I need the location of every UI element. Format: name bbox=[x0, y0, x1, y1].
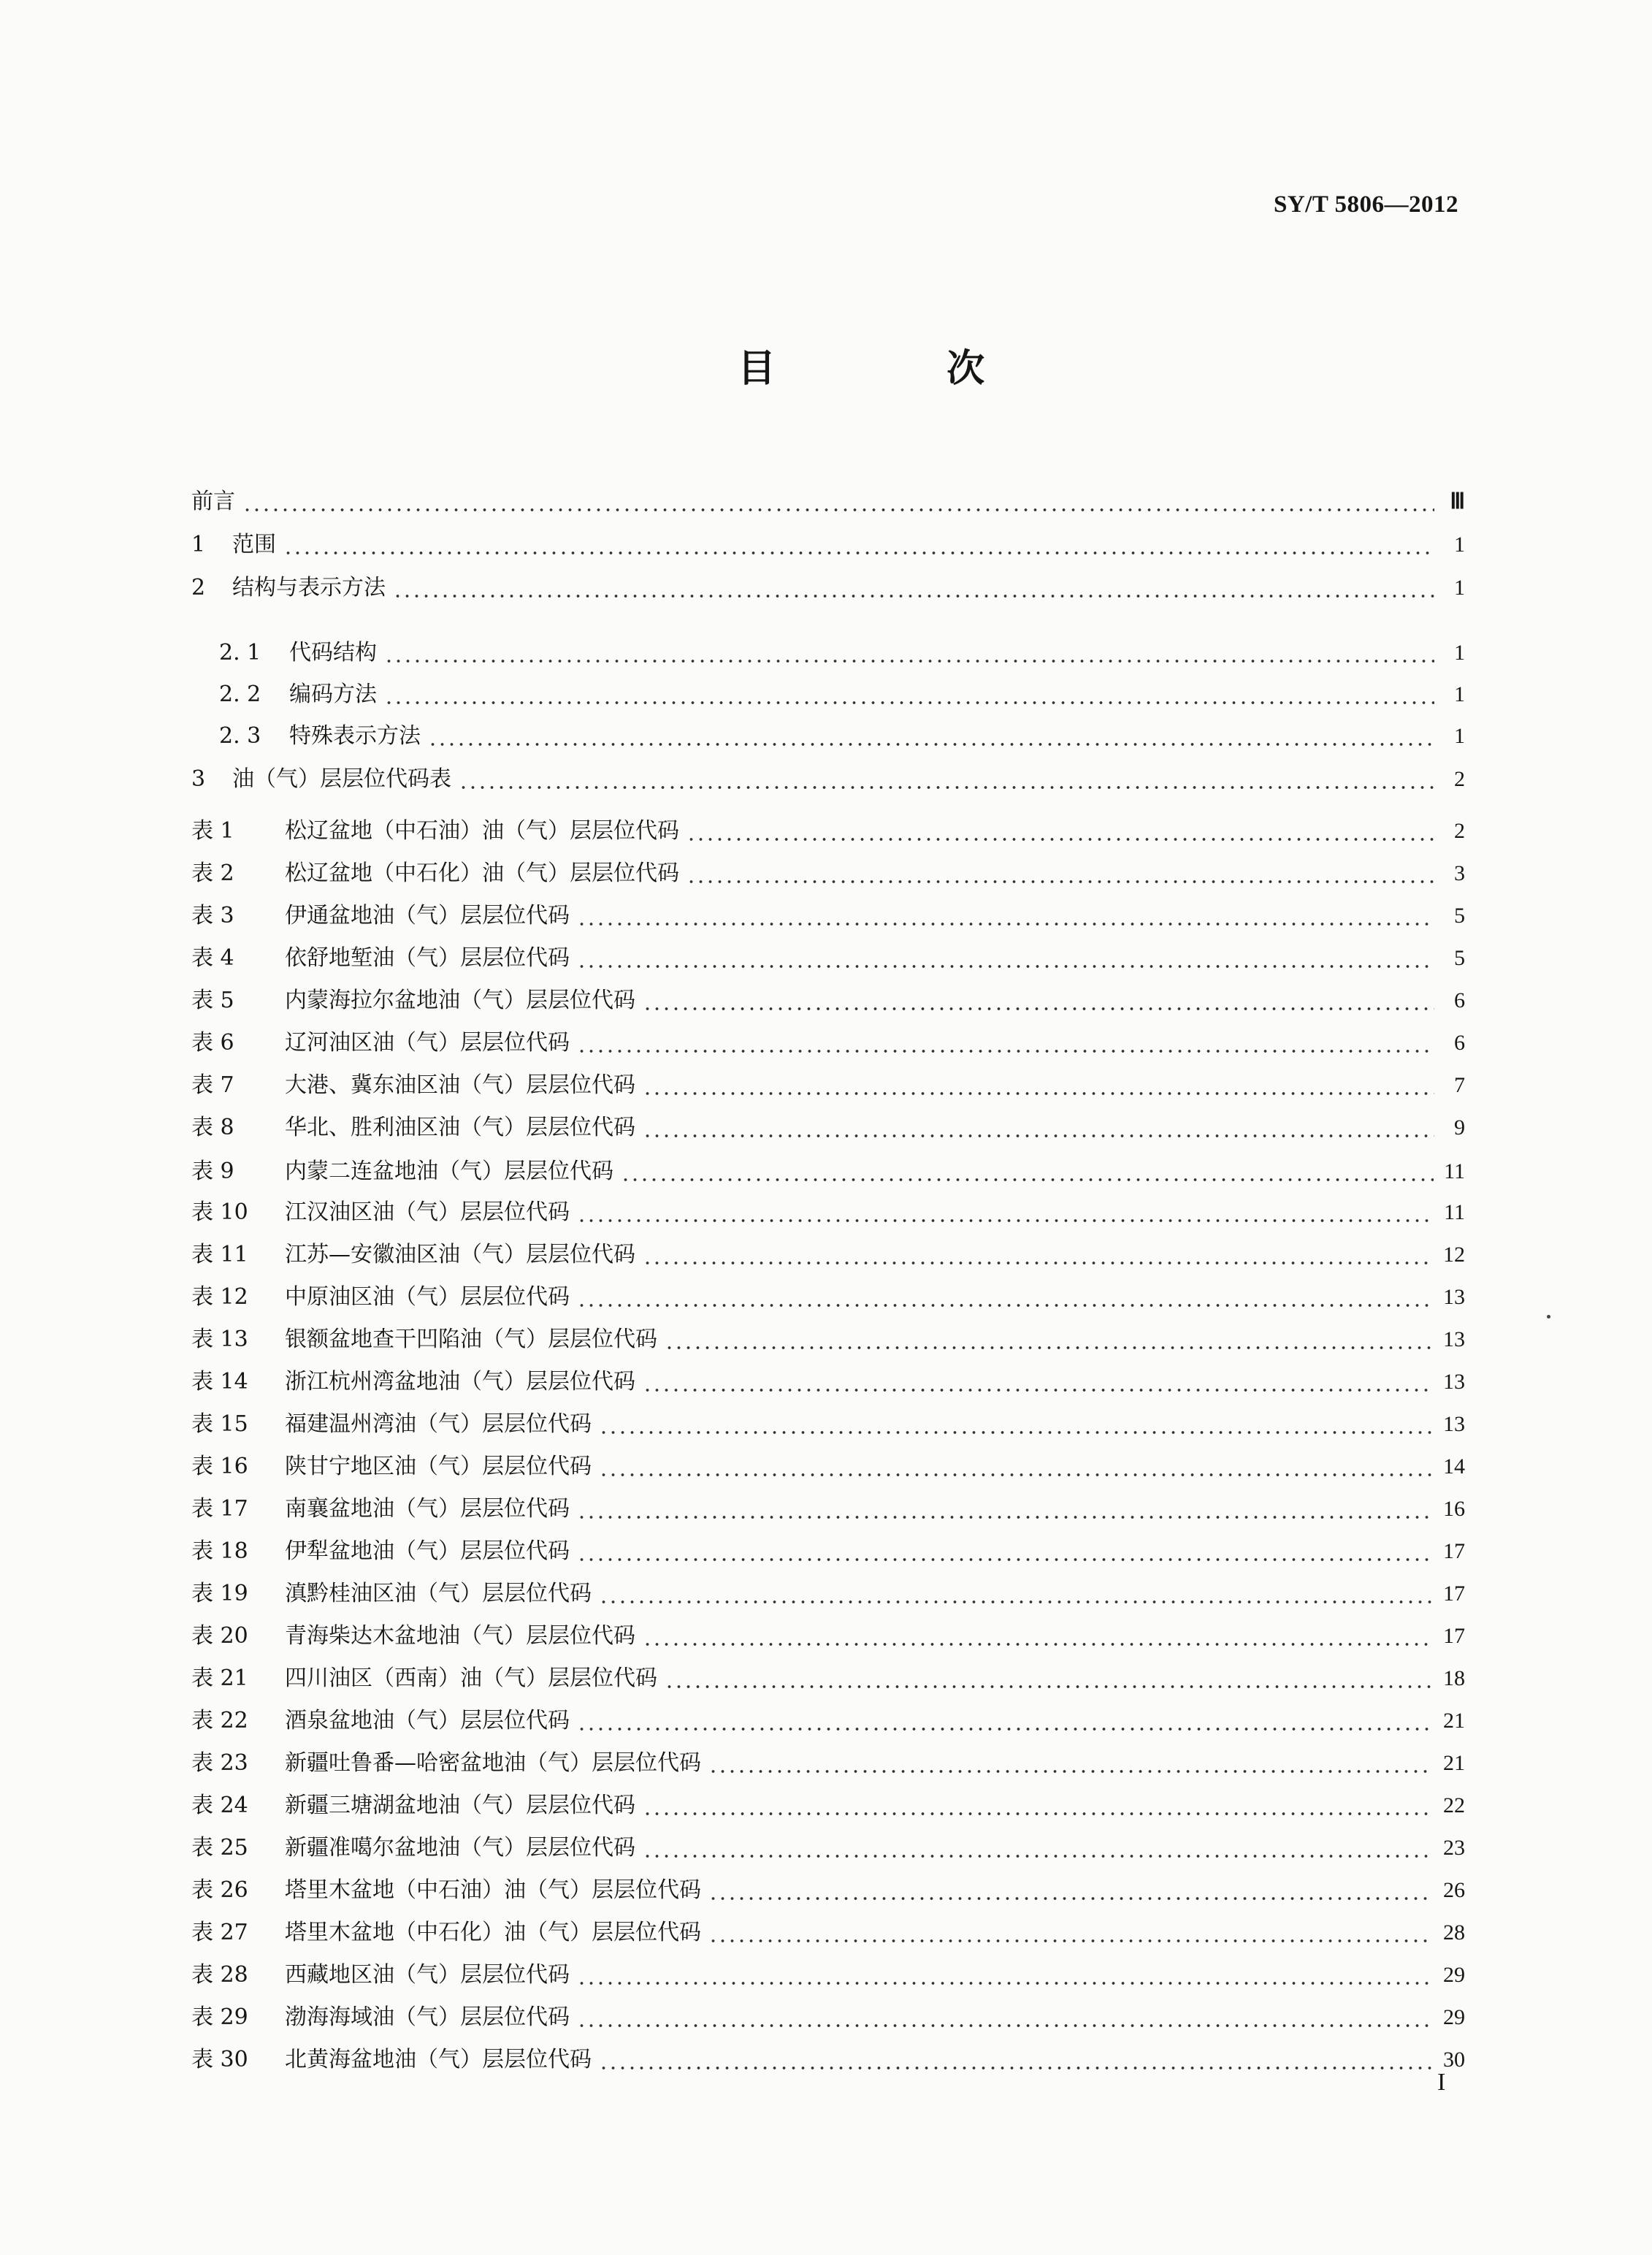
toc-entry-page: 1 bbox=[1454, 533, 1465, 557]
toc-entry-number: 表 24 bbox=[191, 1793, 248, 1818]
toc-entry-number: 表 22 bbox=[191, 1708, 248, 1733]
toc-entry-page: 21 bbox=[1443, 1709, 1465, 1733]
toc-entry bbox=[191, 569, 1465, 604]
dot-leader bbox=[428, 728, 1434, 748]
toc-entry-number: 表 17 bbox=[191, 1496, 248, 1522]
toc-entry-number: 2. 1 bbox=[219, 640, 261, 665]
toc-entry-number: 表 19 bbox=[191, 1581, 248, 1606]
toc-entry-page: Ⅲ bbox=[1450, 489, 1465, 514]
toc-entry bbox=[191, 1914, 1465, 1949]
dot-leader bbox=[384, 644, 1434, 665]
toc-entry bbox=[191, 1024, 1465, 1059]
toc-entry-page: 13 bbox=[1443, 1327, 1465, 1351]
toc-entry bbox=[191, 1744, 1465, 1779]
dot-leader bbox=[242, 493, 1434, 514]
toc-entry-title: 江苏—安徽油区油（气）层层位代码 bbox=[285, 1242, 635, 1267]
toc-entry-page: 2 bbox=[1454, 767, 1465, 791]
toc-entry-number: 表 26 bbox=[191, 1877, 248, 1903]
toc-entry-number: 表 20 bbox=[191, 1623, 248, 1649]
toc-entry-title: 四川油区（西南）油（气）层层位代码 bbox=[285, 1666, 657, 1691]
dot-leader bbox=[577, 1034, 1434, 1055]
toc-entry-page: 3 bbox=[1454, 861, 1465, 885]
dot-leader bbox=[621, 1163, 1434, 1183]
toc-entry-number: 表 1 bbox=[191, 818, 234, 844]
toc-entry-page: 5 bbox=[1454, 904, 1465, 928]
dot-leader bbox=[577, 2009, 1433, 2029]
toc-entry-title: 松辽盆地（中石油）油（气）层层位代码 bbox=[285, 818, 679, 844]
toc-entry bbox=[191, 1871, 1465, 1907]
toc-entry-page: 14 bbox=[1443, 1454, 1465, 1478]
dot-leader bbox=[283, 536, 1434, 557]
toc-entry bbox=[191, 1787, 1465, 1822]
toc-entry bbox=[191, 1702, 1465, 1737]
toc-entry-title: 结构与表示方法 bbox=[232, 575, 386, 600]
toc-entry-page: 16 bbox=[1443, 1497, 1465, 1521]
dot-leader bbox=[599, 1458, 1433, 1478]
dot-leader bbox=[687, 865, 1434, 885]
toc-entry bbox=[191, 1236, 1465, 1271]
toc-entry-page: 2 bbox=[1454, 819, 1465, 843]
toc-entry bbox=[191, 2041, 1465, 2076]
toc-entry-title: 范围 bbox=[232, 532, 276, 557]
toc-entry-title: 华北、胜利油区油（气）层层位代码 bbox=[285, 1115, 635, 1140]
dot-leader bbox=[708, 1924, 1433, 1945]
toc-entry-number: 表 16 bbox=[191, 1454, 248, 1479]
toc-entry-number: 表 30 bbox=[191, 2047, 248, 2072]
toc-entry-page: 6 bbox=[1454, 1031, 1465, 1055]
dot-leader bbox=[643, 1119, 1434, 1140]
toc-entry-page: 1 bbox=[1454, 724, 1465, 748]
toc-entry-number: 表 10 bbox=[191, 1199, 248, 1225]
toc-entry-number: 表 8 bbox=[191, 1115, 234, 1140]
toc-entry-number: 表 13 bbox=[191, 1327, 248, 1352]
toc-entry-number: 1 bbox=[191, 532, 206, 557]
toc-entry-number: 表 12 bbox=[191, 1284, 248, 1310]
toc-entry bbox=[191, 1109, 1465, 1144]
toc-entry-number: 表 23 bbox=[191, 1750, 248, 1776]
toc-entry-number: 表 2 bbox=[191, 861, 234, 886]
toc-entry bbox=[191, 1448, 1465, 1483]
toc-entry bbox=[191, 760, 1465, 795]
toc-entry-page: 1 bbox=[1454, 576, 1465, 600]
toc-entry-number: 3 bbox=[191, 766, 206, 792]
toc-entry-number: 表 27 bbox=[191, 1920, 248, 1945]
toc-entry bbox=[191, 1999, 1465, 2034]
dot-leader bbox=[459, 771, 1434, 791]
dot-leader bbox=[643, 1373, 1433, 1394]
dot-leader bbox=[643, 1839, 1433, 1860]
toc-entry-title: 伊犁盆地油（气）层层位代码 bbox=[285, 1538, 570, 1564]
scan-speck bbox=[1547, 1315, 1550, 1319]
toc-entry-title: 塔里木盆地（中石油）油（气）层层位代码 bbox=[285, 1877, 701, 1903]
toc-entry-title: 松辽盆地（中石化）油（气）层层位代码 bbox=[285, 861, 679, 886]
dot-leader bbox=[643, 1077, 1434, 1097]
toc-entry-number: 表 9 bbox=[191, 1159, 234, 1184]
toc-entry bbox=[219, 634, 1465, 669]
toc-entry bbox=[191, 1363, 1465, 1398]
toc-entry bbox=[191, 1829, 1465, 1864]
toc-entry-number: 2 bbox=[191, 575, 206, 600]
toc-entry-page: 1 bbox=[1454, 682, 1465, 706]
dot-leader bbox=[599, 2051, 1433, 2072]
toc-entry bbox=[191, 1067, 1465, 1102]
dot-leader bbox=[599, 1585, 1433, 1606]
toc-entry-page: 22 bbox=[1443, 1793, 1465, 1817]
standard-code: SY/T 5806—2012 bbox=[1273, 191, 1458, 218]
dot-leader bbox=[393, 579, 1434, 600]
toc-entry-page: 30 bbox=[1443, 2048, 1465, 2072]
toc-entry-page: 7 bbox=[1454, 1073, 1465, 1097]
toc-entry-number: 表 15 bbox=[191, 1411, 248, 1437]
toc-entry-page: 17 bbox=[1443, 1581, 1465, 1606]
toc-entry-title: 福建温州湾油（气）层层位代码 bbox=[285, 1411, 592, 1437]
toc-entry-number: 表 14 bbox=[191, 1369, 248, 1394]
toc-entry-page: 6 bbox=[1454, 988, 1465, 1012]
toc-entry bbox=[191, 1533, 1465, 1568]
toc-entry-page: 11 bbox=[1444, 1159, 1465, 1183]
dot-leader bbox=[665, 1331, 1433, 1351]
toc-entry-title: 代码结构 bbox=[289, 640, 377, 665]
toc-entry-title: 前言 bbox=[191, 489, 235, 514]
toc-entry-page: 13 bbox=[1443, 1370, 1465, 1394]
toc-entry bbox=[191, 1153, 1465, 1188]
toc-entry-page: 12 bbox=[1443, 1243, 1465, 1267]
dot-leader bbox=[577, 907, 1434, 928]
toc-entry-number: 表 6 bbox=[191, 1030, 234, 1056]
toc-entry-number: 表 3 bbox=[191, 903, 234, 928]
toc-entry-page: 17 bbox=[1443, 1539, 1465, 1563]
toc-entry-title: 酒泉盆地油（气）层层位代码 bbox=[285, 1708, 570, 1733]
toc-entry-title: 内蒙二连盆地油（气）层层位代码 bbox=[285, 1159, 613, 1184]
toc-entry bbox=[219, 676, 1465, 711]
toc-entry bbox=[191, 1956, 1465, 1991]
toc-entry-number: 表 29 bbox=[191, 2004, 248, 2030]
toc-entry-page: 17 bbox=[1443, 1624, 1465, 1648]
toc-entry bbox=[191, 1194, 1465, 1229]
toc-entry-title: 新疆吐鲁番—哈密盆地油（气）层层位代码 bbox=[285, 1750, 701, 1776]
toc-entry-number: 表 5 bbox=[191, 988, 234, 1013]
dot-leader bbox=[643, 1797, 1433, 1817]
toc-entry-title: 银额盆地查干凹陷油（气）层层位代码 bbox=[285, 1327, 657, 1352]
toc-entry-title: 油（气）层层位代码表 bbox=[232, 766, 451, 792]
toc-entry-title: 依舒地堑油（气）层层位代码 bbox=[285, 945, 570, 971]
toc-entry-title: 江汉油区油（气）层层位代码 bbox=[285, 1199, 570, 1225]
toc-entry-title: 浙江杭州湾盆地油（气）层层位代码 bbox=[285, 1369, 635, 1394]
toc-entry-page: 29 bbox=[1443, 2005, 1465, 2029]
dot-leader bbox=[643, 992, 1434, 1012]
toc-entry-page: 26 bbox=[1443, 1878, 1465, 1902]
toc-entry-title: 青海柴达木盆地油（气）层层位代码 bbox=[285, 1623, 635, 1649]
toc-entry-number: 表 25 bbox=[191, 1835, 248, 1861]
toc-entry bbox=[219, 717, 1465, 752]
toc-entry-title: 内蒙海拉尔盆地油（气）层层位代码 bbox=[285, 988, 635, 1013]
toc-entry-page: 5 bbox=[1454, 946, 1465, 970]
toc-entry-number: 表 21 bbox=[191, 1666, 248, 1691]
toc-entry-number: 表 4 bbox=[191, 945, 234, 971]
toc-entry-title: 渤海海域油（气）层层位代码 bbox=[285, 2004, 570, 2030]
dot-leader bbox=[384, 686, 1434, 706]
toc-entry-title: 伊通盆地油（气）层层位代码 bbox=[285, 903, 570, 928]
toc-entry-title: 新疆准噶尔盆地油（气）层层位代码 bbox=[285, 1835, 635, 1861]
toc-entry-number: 表 18 bbox=[191, 1538, 248, 1564]
page-number: I bbox=[1437, 2069, 1446, 2096]
dot-leader bbox=[665, 1670, 1433, 1690]
dot-leader bbox=[577, 1204, 1434, 1224]
dot-leader bbox=[577, 1966, 1433, 1987]
toc-entry-title: 大港、冀东油区油（气）层层位代码 bbox=[285, 1072, 635, 1098]
toc-entry bbox=[191, 483, 1465, 518]
toc-entry-title: 滇黔桂油区油（气）层层位代码 bbox=[285, 1581, 592, 1606]
toc-heading: 目 次 bbox=[738, 347, 1064, 391]
toc-entry-title: 北黄海盆地油（气）层层位代码 bbox=[285, 2047, 592, 2072]
toc-entry-title: 特殊表示方法 bbox=[289, 723, 421, 749]
toc-entry-number: 表 7 bbox=[191, 1072, 234, 1098]
toc-entry-page: 29 bbox=[1443, 1963, 1465, 1987]
toc-entry-page: 18 bbox=[1443, 1666, 1465, 1690]
dot-leader bbox=[577, 1712, 1433, 1733]
dot-leader bbox=[599, 1416, 1433, 1436]
toc-entry-page: 23 bbox=[1443, 1836, 1465, 1860]
dot-leader bbox=[708, 1882, 1433, 1902]
toc-entry bbox=[191, 812, 1465, 847]
toc-entry-page: 13 bbox=[1443, 1412, 1465, 1436]
toc-entry-page: 9 bbox=[1454, 1115, 1465, 1140]
toc-entry-title: 辽河油区油（气）层层位代码 bbox=[285, 1030, 570, 1056]
toc-entry-number: 2. 3 bbox=[219, 723, 261, 749]
toc-entry-title: 新疆三塘湖盆地油（气）层层位代码 bbox=[285, 1793, 635, 1818]
toc-entry-number: 表 28 bbox=[191, 1962, 248, 1988]
toc-entry-title: 塔里木盆地（中石化）油（气）层层位代码 bbox=[285, 1920, 701, 1945]
dot-leader bbox=[577, 950, 1434, 970]
toc-entry-page: 13 bbox=[1443, 1285, 1465, 1309]
toc-entry-title: 中原油区油（气）层层位代码 bbox=[285, 1284, 570, 1310]
toc-entry-number: 2. 2 bbox=[219, 682, 261, 707]
toc-entry-page: 21 bbox=[1443, 1751, 1465, 1775]
toc-entry-title: 西藏地区油（气）层层位代码 bbox=[285, 1962, 570, 1988]
toc-entry bbox=[191, 1660, 1465, 1695]
toc-entry bbox=[191, 939, 1465, 974]
toc-entry bbox=[191, 1405, 1465, 1441]
toc-entry-page: 1 bbox=[1454, 641, 1465, 665]
dot-leader bbox=[577, 1543, 1433, 1563]
dot-leader bbox=[577, 1500, 1433, 1521]
dot-leader bbox=[577, 1289, 1433, 1309]
toc-entry bbox=[191, 855, 1465, 890]
toc-entry-page: 28 bbox=[1443, 1920, 1465, 1945]
toc-entry bbox=[191, 897, 1465, 932]
toc-entry-page: 11 bbox=[1444, 1200, 1465, 1224]
toc-entry bbox=[191, 1321, 1465, 1356]
toc-entry bbox=[191, 526, 1465, 561]
dot-leader bbox=[687, 823, 1434, 843]
toc-entry-title: 南襄盆地油（气）层层位代码 bbox=[285, 1496, 570, 1522]
toc-entry bbox=[191, 1617, 1465, 1652]
toc-entry-number: 表 11 bbox=[191, 1242, 248, 1267]
toc-entry-title: 陕甘宁地区油（气）层层位代码 bbox=[285, 1454, 592, 1479]
toc-entry-title: 编码方法 bbox=[289, 682, 377, 707]
toc-entry bbox=[191, 982, 1465, 1017]
dot-leader bbox=[643, 1628, 1433, 1648]
dot-leader bbox=[643, 1246, 1433, 1267]
toc-entry bbox=[191, 1575, 1465, 1610]
toc-entry bbox=[191, 1490, 1465, 1525]
dot-leader bbox=[708, 1755, 1433, 1775]
toc-entry bbox=[191, 1278, 1465, 1313]
